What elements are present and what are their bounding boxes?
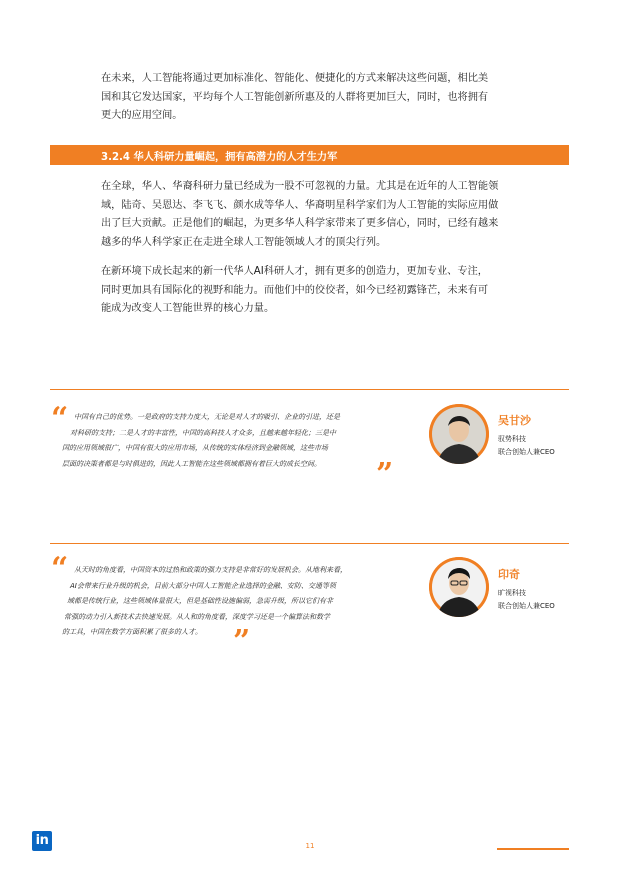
quote-line: 的工具，中国在数学方面积累了很多的人才。 — [62, 628, 202, 637]
person-name: 吴甘沙 — [498, 414, 531, 427]
person-company: 旷视科技 — [498, 589, 526, 597]
quote-text — [62, 410, 340, 472]
quote-line: 域都是传统行业，这些领域体量很大，但是基础性设施偏弱，急需升级，所以它们有非 — [67, 597, 333, 606]
divider-line — [50, 389, 569, 390]
quote-line: 层面的决策者都是与时俱进的，因此人工智能在这些领域都拥有着巨大的成长空间。 — [62, 459, 321, 468]
quote-line: 国的应用领域很广，中国有很大的应用市场，从传统的实体经济到金融领域，这些市场 — [62, 444, 328, 453]
open-quote-icon: “ — [51, 551, 69, 586]
divider-line — [50, 543, 569, 544]
linkedin-logo-icon: in — [32, 831, 52, 851]
text-line: 国和其它发达国家，平均每个人工智能创新所惠及的人群将更加巨大，同时，也将拥有 — [101, 91, 489, 103]
intro-paragraph — [101, 70, 521, 126]
footer-accent-line — [497, 848, 569, 850]
body-paragraph-2 — [101, 263, 521, 319]
text-line: 在新环境下成长起来的新一代华人AI科研人才，拥有更多的创造力，更加专业、专注， — [101, 266, 488, 277]
section-heading-bar — [50, 145, 569, 165]
text-line: 出了巨大贡献。正是他们的崛起，为更多华人科学家带来了更多信心，同时，已经有越来 — [101, 218, 499, 230]
avatar — [429, 557, 489, 617]
text-line: 域，陆奇、吴恩达、李飞飞、颜水成等华人、华裔明星科学家们为人工智能的实际应用做 — [101, 199, 499, 211]
open-quote-icon: “ — [51, 401, 69, 436]
body-paragraph-1 — [101, 178, 521, 252]
close-quote-icon: ” — [376, 457, 394, 492]
text-line: 同时更加具有国际化的视野和能力。而他们中的佼佼者，如今已经初露锋芒，未来有可 — [101, 284, 489, 296]
person-company: 驭势科技 — [498, 435, 526, 443]
text-line: 在全球，华人、华裔科研力量已经成为一股不可忽视的力量。尤其是在近年的人工智能领 — [101, 181, 499, 192]
text-line: 在未来，人工智能将通过更加标准化、智能化、便捷化的方式来解决这些问题，相比美 — [101, 73, 489, 84]
close-quote-icon: ” — [233, 624, 251, 659]
quote-line: 从天时的角度看，中国资本的过热和政策的强力支持是非常好的发展机会。从地利来看， — [74, 566, 347, 574]
quote-line: 常强的动力引入新技术去快速发展。从人和的角度看，深度学习还是一个偏算法和数学 — [64, 612, 330, 621]
text-line: 能成为改变人工智能世界的核心力量。 — [101, 303, 275, 315]
portrait-icon — [429, 557, 489, 617]
quote-text — [62, 563, 347, 641]
quote-line: 对科研的支持；二是人才的丰富性，中国的高科技人才众多，且越来越年轻化；三是中 — [70, 428, 336, 437]
page-number: 11 — [305, 842, 315, 850]
quote-line: AI会带来行业升级的机会，目前大部分中国人工智能企业选择的金融、安防、交通等领 — [70, 581, 336, 590]
person-title: 联合创始人兼CEO — [498, 602, 555, 610]
text-line: 越多的华人科学家正在走进全球人工智能领域人才的顶尖行列。 — [101, 236, 387, 248]
text-line: 更大的应用空间。 — [101, 110, 183, 122]
section-title: 3.2.4 华人科研力量崛起，拥有高潜力的人才生力军 — [101, 152, 338, 163]
avatar — [429, 404, 489, 464]
person-name: 印奇 — [498, 568, 520, 581]
person-title: 联合创始人兼CEO — [498, 448, 555, 456]
quote-line: 中国有自己的优势。一是政府的支持力度大，无论是对人才的吸引、企业的引进，还是 — [74, 413, 340, 421]
portrait-icon — [429, 404, 489, 464]
